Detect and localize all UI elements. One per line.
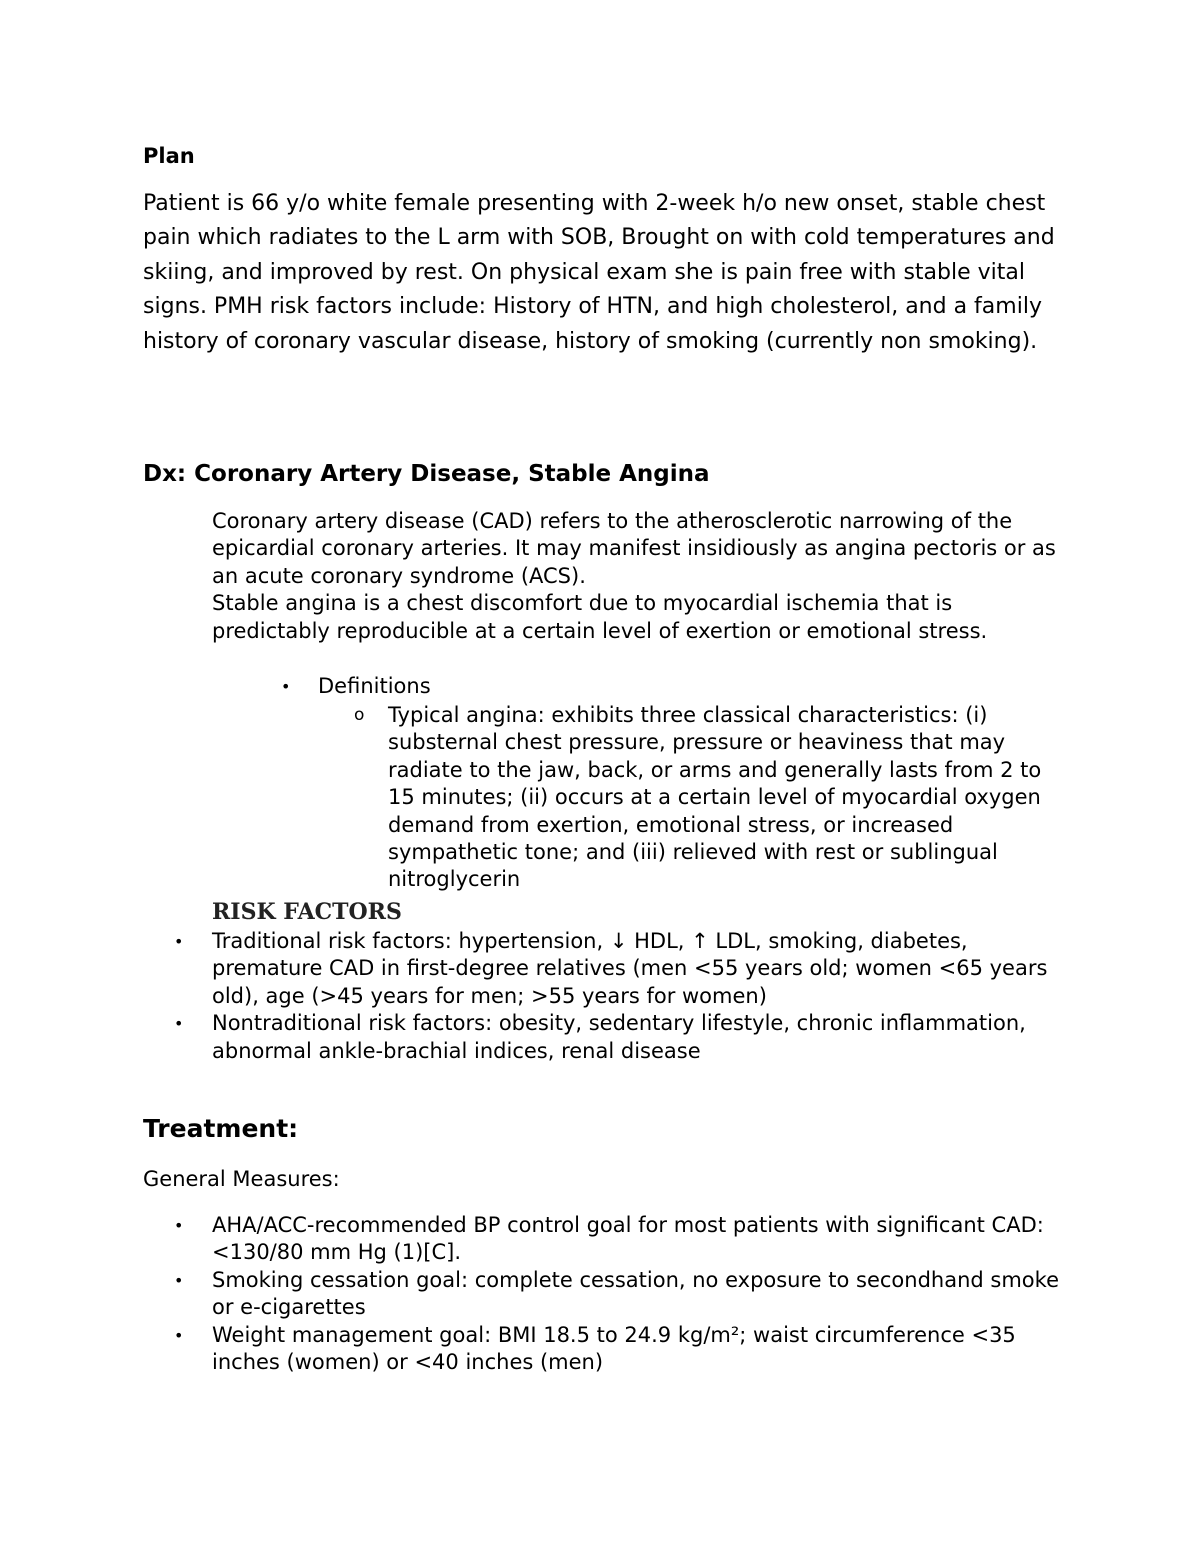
list-item xyxy=(170,1010,1070,1065)
list-item xyxy=(170,1267,1070,1322)
measure-item-text: Weight management goal: BMI 18.5 to 24.9 kg/m²; waist circumference <35 inches (women) or <40 inches (men) xyxy=(212,1322,1016,1375)
list-item xyxy=(170,928,1070,1010)
risk-item-text: Nontraditional risk factors: obesity, sedentary lifestyle, chronic inflammation, abnormal ankle-brachial indices, renal disease xyxy=(212,1011,1026,1063)
list-item xyxy=(170,1322,1070,1377)
risk-factors-list xyxy=(170,928,1070,1065)
typical-angina-text: Typical angina: exhibits three classical characteristics: (i) substernal chest pressure, pressure or heaviness that may radiate to the jaw, back, or arms and generally lasts from 2 to 15 minutes; (ii) occurs at a certain level of myocardial oxygen demand from exertion, emotional stress, or increased sympathetic tone; and (iii) relieved with rest or sublingual nitroglycerin xyxy=(388,703,1042,892)
list-item xyxy=(170,1212,1070,1267)
treatment-heading: Treatment: xyxy=(143,1114,299,1143)
stable-angina-text: Stable angina is a chest discomfort due to myocardial ischemia that is predictably reproducible at a certain level of exertion or emotional stress. xyxy=(212,591,988,643)
diagnosis-heading: Dx: Coronary Artery Disease, Stable Angina xyxy=(143,461,710,487)
plan-paragraph: Patient is 66 y/o white female presenting with 2-week h/o new onset, stable chest pain which radiates to the L arm with SOB, Brought on with cold temperatures and skiing, and improved by rest. On physical exam she is pain free with stable vital signs. PMH risk factors include: History of HTN, and high cholesterol, and a family history of coronary vascular disease, history of smoking (currently non smoking). xyxy=(143,191,1055,354)
bullet-icon: • xyxy=(174,932,184,951)
general-measures-label: General Measures: xyxy=(143,1167,340,1191)
diagnosis-description xyxy=(212,508,1072,645)
risk-item-text: Traditional risk factors: hypertension, ↓ HDL, ↑ LDL, smoking, diabetes, premature CAD in first-degree relatives (men <55 years old; women <65 years old), age (>45 years for men; >55 years for women) xyxy=(212,929,1048,1008)
definitions-label: Definitions xyxy=(318,674,431,698)
measure-item-text: Smoking cessation goal: complete cessation, no exposure to secondhand smoke or e-cigarettes xyxy=(212,1267,1059,1320)
plan-heading: Plan xyxy=(143,144,195,168)
bullet-icon: • xyxy=(174,1325,184,1345)
bullet-icon: • xyxy=(174,1014,184,1034)
circle-bullet-icon: o xyxy=(354,705,365,725)
measure-item-text: AHA/ACC-recommended BP control goal for most patients with significant CAD: <130/80 mm Hg (1)[C]. xyxy=(212,1213,1044,1265)
risk-factors-heading: RISK FACTORS xyxy=(212,899,402,925)
bullet-icon: • xyxy=(281,677,291,696)
bullet-icon: • xyxy=(174,1216,184,1235)
general-measures-list xyxy=(170,1212,1070,1376)
cad-definition-text: Coronary artery disease (CAD) refers to the atherosclerotic narrowing of the epicardial coronary arteries. It may manifest insidiously as angina pectoris or as an acute coronary syndrome (ACS). xyxy=(212,509,1056,588)
bullet-icon: • xyxy=(174,1270,184,1290)
